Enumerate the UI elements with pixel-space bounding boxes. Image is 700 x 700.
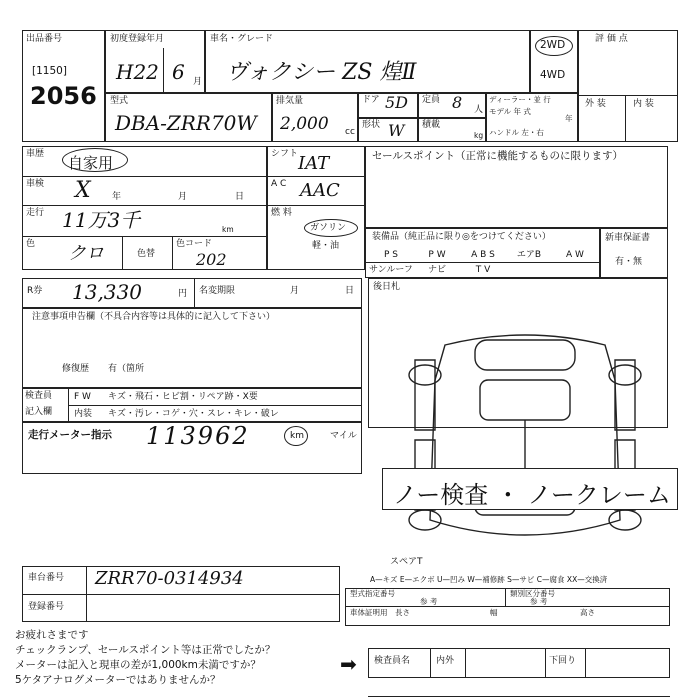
- drive-2wd: 2WD: [540, 39, 566, 51]
- inspector-marks-label-1: 検査員: [25, 391, 53, 401]
- name-value: ヴォクシー ZS 煌Ⅱ: [226, 60, 417, 85]
- chassis-line: [22, 594, 340, 595]
- footer-line-2: チェックランプ、セールスポイント等は正常でしたか？: [15, 644, 276, 656]
- model-value: DBA-ZRR70W: [115, 111, 257, 135]
- spec-line-2: [267, 205, 365, 206]
- spec-line-1: [267, 176, 365, 177]
- reg-no-label: 登録番号: [28, 602, 65, 612]
- recycle-yen: 円: [178, 289, 188, 299]
- inspector-row2-items: キズ・汚レ・コゲ・穴・スレ・キレ・破レ: [108, 409, 279, 419]
- ac-value: AAC: [300, 180, 340, 201]
- inspection-label: 車検: [26, 179, 45, 189]
- chassis-value: ZRR70-0314934: [95, 568, 244, 589]
- chassis-label: 車台番号: [28, 573, 65, 583]
- meter-km: km: [290, 431, 304, 441]
- mileage-value: 11万3千: [62, 208, 141, 232]
- meter-mile: マイル: [330, 431, 357, 441]
- color-code-value: 202: [196, 250, 227, 269]
- rating-divider-v: [625, 95, 626, 142]
- disp-value: 2,000: [280, 114, 329, 134]
- model-year-label: モデル 年 式: [489, 107, 531, 116]
- color-label: 色: [26, 239, 36, 249]
- reg-month-unit: 月: [193, 77, 203, 87]
- color-change-label: 色替: [137, 249, 156, 259]
- footer-line-4: 5ケタアナログメーターではありませんか？: [15, 674, 221, 686]
- height-label: 高さ: [580, 608, 595, 617]
- deadline-label: 名変期限: [199, 286, 236, 296]
- capacity-label: 定員: [422, 95, 441, 105]
- sign-divider-1: [430, 648, 431, 678]
- repair-label: 修復歴: [62, 364, 90, 374]
- deadline-day: 日: [345, 286, 355, 296]
- history-label: 車歴: [26, 149, 45, 159]
- type-no-label: 型式指定番号: [350, 589, 395, 598]
- lot-number: 2056: [30, 82, 97, 110]
- color-code-label: 色コード: [176, 239, 213, 249]
- inspection-day-unit: 日: [235, 192, 245, 202]
- back-label: 後日札: [373, 282, 401, 292]
- rating-box: [578, 30, 678, 142]
- inspector-sign-box: [368, 648, 670, 678]
- no-claim-text: ノー検査 ・ ノークレーム: [393, 481, 671, 509]
- sales-point-label: セールスポイント（正常に機能するものに限ります）: [372, 150, 624, 162]
- equipment-label: 装備品（純正品に限り◎をつけてください）: [372, 232, 551, 242]
- exterior-label: 外 装: [585, 99, 606, 109]
- row2-cell: サンルーフ: [369, 265, 413, 275]
- model-label: 型式: [110, 96, 129, 106]
- row2-cell: ナビ: [427, 265, 446, 275]
- chassis-divider: [86, 566, 87, 622]
- shape-label: 形状: [362, 120, 381, 130]
- ref1-label: 参 考: [420, 597, 438, 606]
- color-value: クロ: [68, 243, 104, 264]
- rating-divider-h: [578, 95, 678, 96]
- rating-label: 評 価 点: [595, 34, 628, 44]
- color-divider-2: [172, 236, 173, 270]
- interior-label: 内 装: [633, 99, 654, 109]
- row1-cell: A B S: [471, 250, 495, 260]
- history-row-line-2: [22, 205, 267, 206]
- fuel-gas-circle: [304, 219, 358, 237]
- recycle-label: R券: [27, 286, 43, 296]
- inside-outside-label: 内外: [436, 656, 455, 666]
- notes-label: 注意事項申告欄（不具合内容等は具体的に記入して下さい）: [32, 312, 276, 322]
- reg-year: H22: [116, 60, 159, 84]
- class-no-label: 類別区分番号: [510, 589, 555, 598]
- dealer-label: ディーラー・並 行: [489, 95, 551, 104]
- sign-divider-3: [545, 648, 546, 678]
- handle-label: ハンドル 左・右: [489, 128, 544, 137]
- equipment-line: [365, 262, 600, 263]
- inspection-month-unit: 月: [178, 192, 188, 202]
- inspector-row2-head: 内装: [74, 409, 93, 419]
- ac-label: A C: [271, 179, 287, 189]
- damage-legend: A—キズ E—エクボ U—凹み W—補修跡 S—サビ C—腐食 XX—交換済: [370, 575, 608, 584]
- ref2-label: 参 考: [530, 597, 548, 606]
- shift-value: IAT: [298, 153, 330, 174]
- inspection-year-unit: 年: [112, 192, 122, 202]
- inspector-row1-items: キズ・飛石・ヒビ割・リペア跡・X要: [108, 392, 258, 402]
- dims-line: [345, 606, 670, 607]
- sign-divider-4: [585, 648, 586, 678]
- cert-label: 車体証明用: [350, 608, 388, 617]
- spare-label: スペアT: [390, 557, 423, 567]
- load-unit: kg: [474, 131, 484, 140]
- meter-label: 走行メーター指示: [28, 429, 112, 441]
- inspector-name-label: 検査員名: [374, 656, 411, 666]
- history-row-line-1: [22, 176, 267, 177]
- mileage-label: 走行: [26, 208, 45, 218]
- disp-unit: cc: [345, 127, 355, 137]
- inspector-row1-head: F W: [74, 392, 91, 402]
- arrow-icon: ➡: [340, 652, 357, 676]
- recycle-value: 13,330: [72, 280, 142, 304]
- capacity-value: 8: [452, 93, 463, 112]
- drive-4wd: 4WD: [540, 69, 566, 81]
- footer-line-1: お疲れさまです: [15, 629, 89, 641]
- lower-label: 下回り: [549, 656, 577, 666]
- lot-small-number: [1150]: [32, 65, 67, 77]
- fuel-diesel: 軽・油: [312, 241, 340, 251]
- length-label: 長さ: [395, 608, 410, 617]
- deadline-month: 月: [290, 286, 300, 296]
- history-circle: [62, 148, 128, 172]
- recycle-divider: [194, 278, 195, 308]
- lot-label: 出品番号: [26, 34, 63, 44]
- row1-cell: A W: [566, 250, 584, 260]
- inspector-marks-label-2: 記入欄: [25, 407, 53, 417]
- reg-label: 初度登録年月: [110, 34, 165, 44]
- footer-line-3: メーターは記入と現車の差が1,000km未満ですか？: [15, 659, 261, 671]
- disp-label: 排気量: [276, 96, 304, 106]
- model-year-unit: 年: [565, 114, 573, 123]
- bottom-line: [368, 696, 670, 697]
- name-label: 車名・グレード: [210, 34, 274, 44]
- fuel-gas: ガソリン: [310, 223, 347, 233]
- history-value: 自家用: [68, 154, 114, 172]
- history-row-line-3: [22, 236, 267, 237]
- shape-value: W: [388, 121, 405, 140]
- door-label: ドア: [362, 95, 380, 105]
- reg-month: 6: [172, 60, 185, 84]
- color-divider-1: [122, 236, 123, 270]
- sign-divider-2: [465, 648, 466, 678]
- row1-cell: P S: [383, 250, 398, 260]
- row2-cell: T V: [475, 265, 491, 275]
- reg-divider: [163, 48, 164, 93]
- meter-value: 113962: [146, 422, 250, 450]
- repair-value: 有（箇所: [108, 364, 145, 374]
- row1-cell: エアB: [516, 250, 542, 260]
- capacity-unit: 人: [474, 105, 484, 115]
- door-value: 5D: [385, 93, 409, 112]
- width-label: 幅: [490, 608, 498, 617]
- shift-label: シフト: [271, 149, 299, 159]
- mileage-km-unit: km: [222, 225, 234, 234]
- dims-divider: [505, 588, 506, 606]
- warranty-value: 有・無: [615, 257, 643, 267]
- load-label: 積載: [422, 120, 441, 130]
- warranty-label: 新車保証書: [605, 233, 651, 243]
- car-diagram-icon: [375, 320, 675, 570]
- fuel-label: 燃 料: [271, 208, 292, 218]
- inspector-marks-line: [68, 405, 362, 406]
- meter-km-circle: [284, 426, 308, 446]
- inspection-value: X: [75, 178, 91, 203]
- row1-cell: P W: [428, 250, 446, 260]
